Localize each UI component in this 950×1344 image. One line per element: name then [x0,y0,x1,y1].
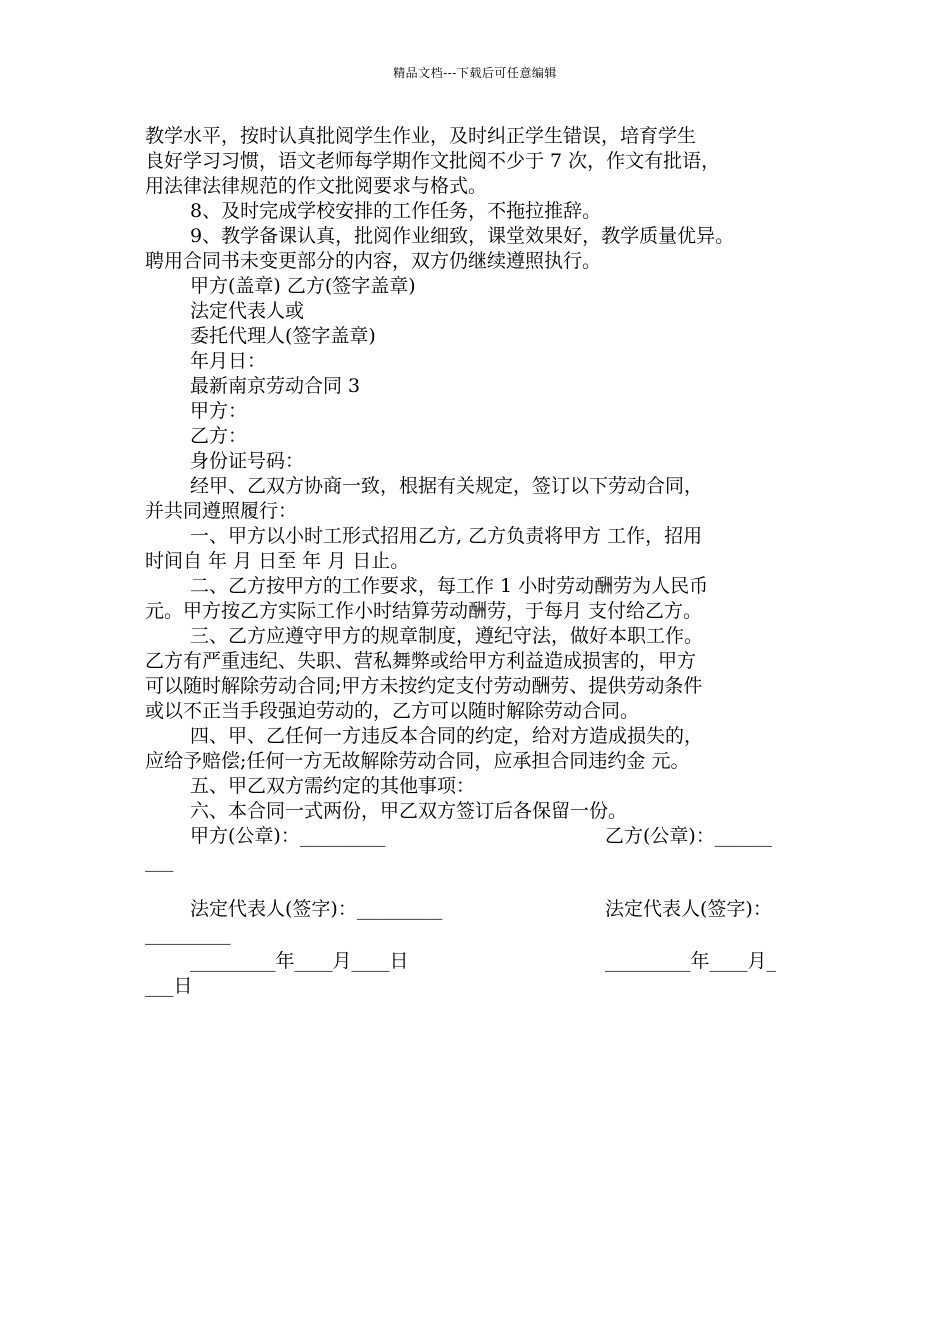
text-line: 9、教学备课认真，批阅作业细致，课堂效果好，教学质量优异。 [190,225,735,247]
contract-text [145,124,807,824]
text-line: 教学水平，按时认真批阅学生作业，及时纠正学生错误，培育学生 [145,125,697,147]
text-line: 乙方有严重违纪、失职、营私舞弊或给甲方利益造成损害的，甲方 [145,650,697,672]
party-a-date-field: _________年____月____日 [190,950,409,972]
text-line: 经甲、乙双方协商一致，根据有关规定，签订以下劳动合同， [190,475,704,497]
text-line: 或以不正当手段强迫劳动的，乙方可以随时解除劳动合同。 [145,700,640,722]
party-b-date-continuation: ___日 [145,975,193,997]
party-b-representative-field: 法定代表人(签字)： [605,898,772,920]
party-b-representative-continuation: _________ [145,923,231,945]
text-line: 并共同遵照履行： [145,500,298,522]
page-header: 精品文档---下载后可任意编辑 [393,66,557,80]
text-line: 甲方： [190,400,248,422]
text-line: 乙方： [190,425,248,447]
party-b-seal-continuation: ___ [145,850,174,872]
party-a-seal-field: 甲方(公章)：_________ [190,825,386,847]
text-line: 四、甲、乙任何一方违反本合同的约定，给对方造成损失的， [190,725,704,747]
text-line: 身份证号码： [190,450,305,472]
date-row [145,949,807,974]
text-line: 五、甲乙双方需约定的其他事项： [190,775,476,797]
text-line: 应给予赔偿;任何一方无故解除劳动合同，应承担合同违约金 元。 [145,750,690,772]
party-a-representative-field: 法定代表人(签字)：_________ [190,898,443,920]
text-line: 三、乙方应遵守甲方的规章制度，遵纪守法，做好本职工作。 [190,625,704,647]
document-body [145,124,807,999]
text-line: 用法律法律规范的作文批阅要求与格式。 [145,175,488,197]
text-line: 最新南京劳动合同 3 [190,375,361,397]
text-line: 年月日： [190,350,267,372]
text-line: 二、乙方按甲方的工作要求，每工作 1 小时劳动酬劳为人民币 [190,575,709,597]
text-line: 六、本合同一式两份，甲乙双方签订后各保留一份。 [190,800,628,822]
party-b-date-field: _________年____月_ [605,950,777,972]
text-line: 时间自 年 月 日至 年 月 日止。 [145,550,410,572]
text-line: 聘用合同书未变更部分的内容，双方仍继续遵照执行。 [145,250,602,272]
text-line: 甲方(盖章) 乙方(签字盖章) [190,275,416,297]
text-line: 元。甲方按乙方实际工作小时结算劳动酬劳，于每月 支付给乙方。 [145,600,703,622]
text-line: 法定代表人或 [190,300,305,322]
text-line: 委托代理人(签字盖章) [190,325,376,347]
party-b-seal-field: 乙方(公章)：______ [605,825,772,847]
text-line: 8、及时完成学校安排的工作任务，不拖拉推辞。 [190,200,602,222]
text-line: 良好学习习惯，语文老师每学期作文批阅不少于 7 次，作文有批语， [145,150,721,172]
seal-row [145,824,807,849]
representative-row [145,897,807,922]
text-line: 一、甲方以小时工形式招用乙方, 乙方负责将甲方 工作，招用 [190,525,703,547]
text-line: 可以随时解除劳动合同;甲方未按约定支付劳动酬劳、提供劳动条件 [145,675,703,697]
